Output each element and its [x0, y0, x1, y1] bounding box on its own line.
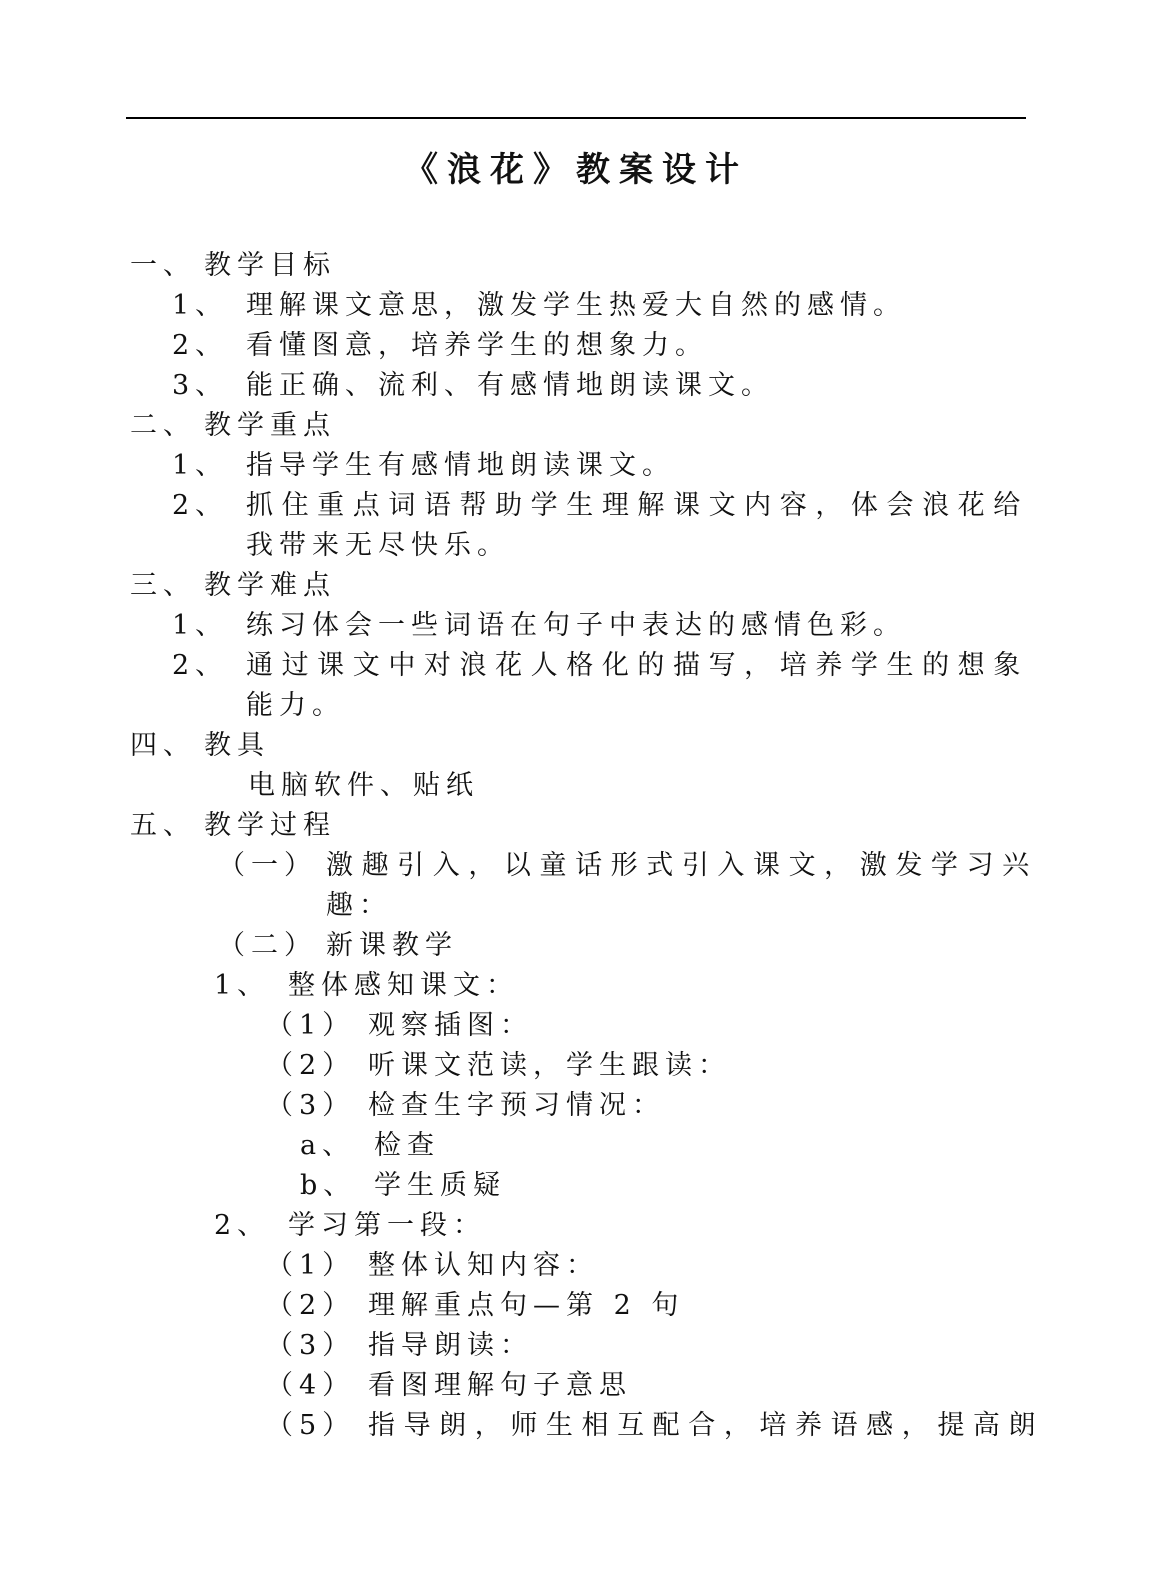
- document-title: 《浪花》教案设计: [404, 150, 748, 190]
- sub-step-number: （2）: [266, 1290, 356, 1321]
- sub-step: [266, 1046, 1006, 1086]
- step-text: 学习第一段：: [288, 1210, 486, 1241]
- section-heading-objectives: [130, 246, 530, 286]
- process-step: [214, 966, 1004, 1006]
- section-number: 二、: [130, 410, 196, 441]
- part-continuation: [326, 886, 926, 926]
- item-text: 我带来无尽快乐。: [246, 530, 510, 561]
- sub-step: [266, 1366, 1006, 1406]
- list-item: [172, 646, 1021, 686]
- letter-number: b、: [300, 1170, 357, 1201]
- letter-item: [300, 1126, 800, 1166]
- section-title: 教学重点: [204, 410, 336, 441]
- item-continuation: [246, 526, 946, 566]
- sub-step: [266, 1406, 1036, 1446]
- list-item: [172, 446, 1002, 486]
- process-step: [214, 1206, 1004, 1246]
- item-number: 2、: [172, 490, 229, 521]
- section-number: 一、: [130, 250, 196, 281]
- sub-step-text: 看图理解句子意思: [368, 1370, 632, 1401]
- letter-text: 学生质疑: [374, 1170, 506, 1201]
- item-number: 1、: [172, 450, 229, 481]
- section-heading-process: [130, 806, 530, 846]
- sub-step-text: 听课文范读，学生跟读：: [368, 1050, 731, 1081]
- item-text: 理解课文意思，激发学生热爱大自然的感情。: [246, 290, 906, 321]
- sub-step-number: （2）: [266, 1050, 356, 1081]
- sub-step-text: 指 导 朗 ， 师 生 相 互 配 合 ， 培 养 语 感 ， 提 高 朗: [368, 1410, 1036, 1441]
- sub-step-text: 观察插图：: [368, 1010, 533, 1041]
- section-title: 教学过程: [204, 810, 336, 841]
- item-text: 电脑软件、贴纸: [248, 770, 479, 801]
- letter-text: 检查: [374, 1130, 440, 1161]
- sub-step: [266, 1086, 1006, 1126]
- step-number: 1、: [214, 970, 271, 1001]
- item-text: 能力。: [246, 690, 345, 721]
- part-text: 激 趣 引 入 ， 以 童 话 形 式 引 入 课 文 ， 激 发 学 习 兴: [326, 850, 1030, 881]
- section-number: 三、: [130, 570, 196, 601]
- sub-step: [266, 1246, 1006, 1286]
- section-number: 五、: [130, 810, 196, 841]
- section-title: 教学目标: [204, 250, 336, 281]
- item-continuation: [246, 686, 946, 726]
- list-item: [172, 366, 1002, 406]
- part-number: （二）: [218, 930, 317, 961]
- sub-step-text: 检查生字预习情况：: [368, 1090, 665, 1121]
- list-item: [172, 486, 1021, 526]
- process-part: [218, 926, 1008, 966]
- sub-step-number: （3）: [266, 1090, 356, 1121]
- letter-item: [300, 1166, 800, 1206]
- item-text: 抓 住 重 点 词 语 帮 助 学 生 理 解 课 文 内 容 ， 体 会 浪 花 给: [246, 490, 1021, 521]
- item-text: 看懂图意，培养学生的想象力。: [246, 330, 708, 361]
- section-heading-teaching-aids: [130, 726, 530, 766]
- item-text: 通 过 课 文 中 对 浪 花 人 格 化 的 描 写 ， 培 养 学 生 的 想 象: [246, 650, 1021, 681]
- part-number: （一）: [218, 850, 317, 881]
- sub-step-text: 指导朗读：: [368, 1330, 533, 1361]
- item-text: 指导学生有感情地朗读课文。: [246, 450, 675, 481]
- list-item: [172, 326, 1002, 366]
- item-number: 1、: [172, 290, 229, 321]
- sub-step: [266, 1326, 1006, 1366]
- sub-step: [266, 1286, 1006, 1326]
- part-text: 趣：: [326, 890, 392, 921]
- sub-step-number: （5）: [266, 1410, 356, 1441]
- item-number: 3、: [172, 370, 229, 401]
- sub-step: [266, 1006, 1006, 1046]
- sub-step-text: 理解重点句—第 2 句: [368, 1290, 685, 1321]
- item-text: 练习体会一些词语在句子中表达的感情色彩。: [246, 610, 906, 641]
- letter-number: a、: [300, 1130, 356, 1161]
- step-number: 2、: [214, 1210, 271, 1241]
- sub-step-number: （4）: [266, 1370, 356, 1401]
- section-heading-key-points: [130, 406, 530, 446]
- section-title: 教学难点: [204, 570, 336, 601]
- sub-step-number: （3）: [266, 1330, 356, 1361]
- part-text: 新课教学: [326, 930, 458, 961]
- item-number: 1、: [172, 610, 229, 641]
- item-text: 能正确、流利、有感情地朗读课文。: [246, 370, 774, 401]
- process-part: [218, 846, 1030, 886]
- list-item: [172, 606, 1002, 646]
- item-number: 2、: [172, 650, 229, 681]
- item-number: 2、: [172, 330, 229, 361]
- section-title: 教具: [204, 730, 270, 761]
- section-heading-difficulties: [130, 566, 530, 606]
- section-number: 四、: [130, 730, 196, 761]
- teaching-aids-text: [248, 766, 848, 806]
- sub-step-text: 整体认知内容：: [368, 1250, 599, 1281]
- sub-step-number: （1）: [266, 1250, 356, 1281]
- list-item: [172, 286, 1002, 326]
- sub-step-number: （1）: [266, 1010, 356, 1041]
- step-text: 整体感知课文：: [288, 970, 519, 1001]
- header-rule: [126, 117, 1026, 119]
